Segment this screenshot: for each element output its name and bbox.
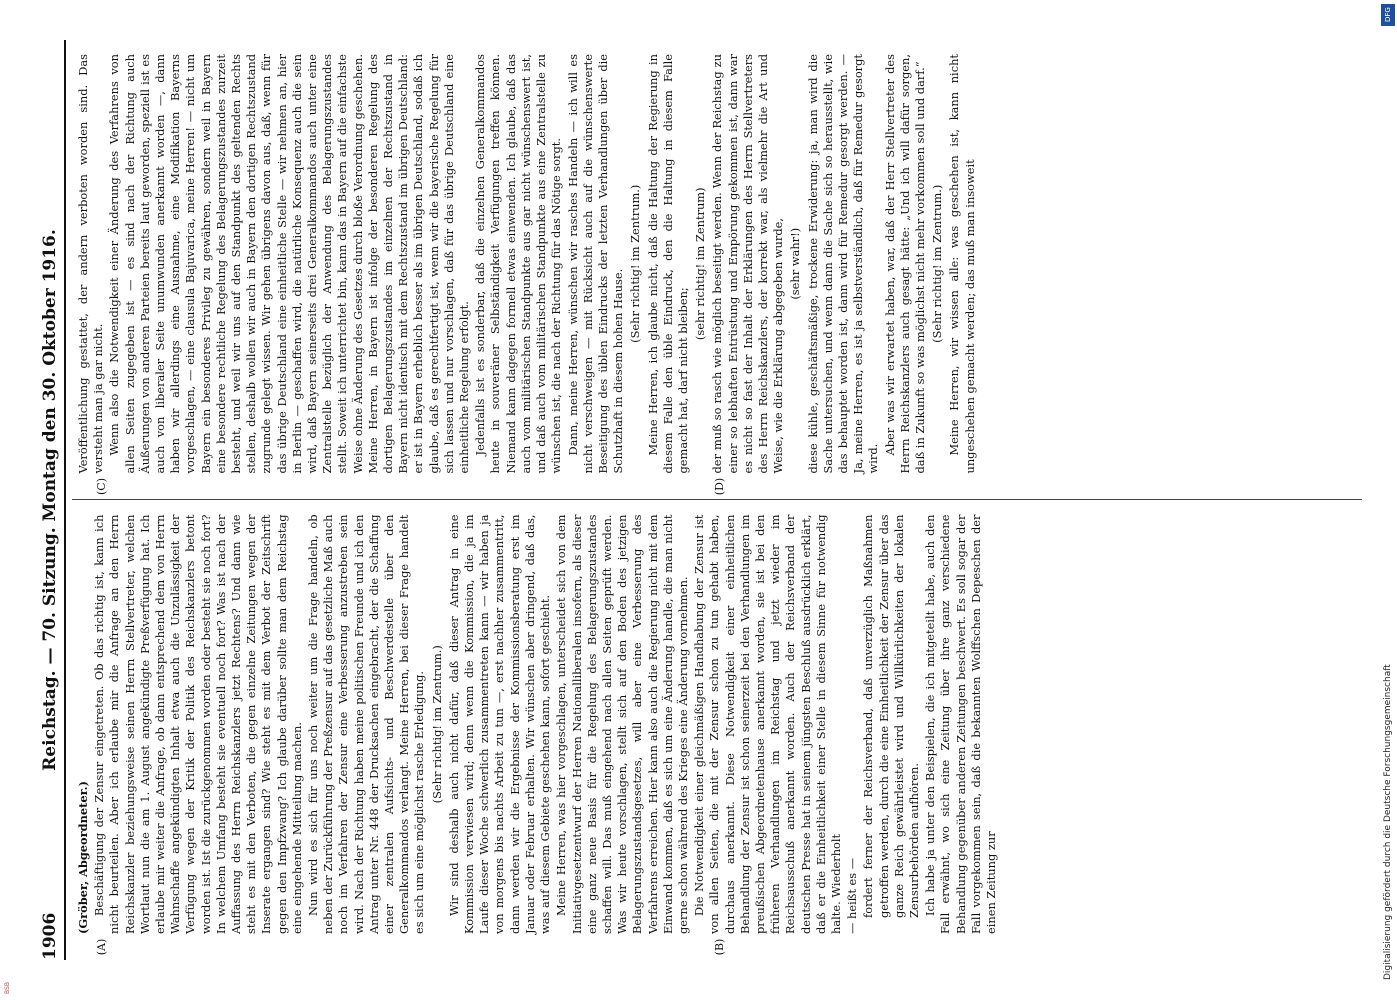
- column-left: [72, 501, 1362, 961]
- paragraph: Die Notwendigkeit einer gleichmäßigen Handhabung der Zensur ist von allen Seiten, die mit der Zensur schon zu tun gehabt haben, durchaus anerkannt. Diese Notwendigkeit einer einheitlichen Behandlung der Zensur ist schon seinerzeit bei den Verhandlungen im preußischen Abgeordnetenhause anerkannt worden, sie ist bei den früheren Verhandlungen im Reichstag und jetzt wieder im Reichsausschuß anerkannt worden. Auch der Reichsverband der deutschen Presse hat in seinem jüngsten Beschluß ausdrücklich erklärt, daß er die Einheitlichkeit einer Stelle in diesem Sinne für notwendig halte. Wiederholt: [692, 514, 843, 934]
- margin-marker-a: (A): [95, 938, 108, 956]
- speaker-label: (Gröber, Abgeordneter.): [76, 781, 90, 934]
- running-header: [30, 40, 66, 960]
- interjection: (Sehr richtig! im Zentrum.): [429, 645, 444, 804]
- column-right: [72, 40, 1362, 501]
- paragraph: Ich habe ja unter den Beispielen, die ich mitgeteilt habe, auch den Fall erwähnt, wo sich eine Zeitung über ihre ganz verschiedene Behandlung gegenüber anderen Zeitungen beschwert. Es soll sogar der Fall vorgekommen sein, daß die bekannten Wolffschen Depeschen der einen Zeitung zur: [923, 514, 998, 934]
- margin-marker-c: (C): [95, 478, 108, 495]
- paragraph: Meine Herren, wir wissen alle: was geschehen ist, kann nicht ungeschehen gemacht werden; das muß man insoweit: [947, 54, 977, 474]
- quote-intro: — heißt es —: [845, 857, 860, 934]
- paragraph: Dann, meine Herren, wünschen wir rasches Handeln — ich will es nicht verschweigen — mit Rücksicht auch auf die wünschenswerte Beseitigung des üblen Eindrucks der letzten Verhandlungen über die Schutzhaft in diesem hohen Hause.: [565, 54, 626, 474]
- margin-marker-d: (D): [713, 477, 726, 496]
- digitization-note: Digitalisierung gefördert durch die Deutsche Forschungsgemeinschaft: [1383, 664, 1393, 980]
- paragraph: Beschäftigung der Zensur eingetreten. Ob das richtig ist, kann ich nicht beurteilen. Aber ich erlaube mir die Anfrage an den Herrn Reichskanzler beziehungsweise seinen Herrn Stellvertreter, welchen Wortlaut nun die am 1. August angekündigte Preßverfügung hat. Ich erlaube mir weiter die Anfrage, ob dann entsprechend dem von Herrn Wahnschaffe angekündigten Inhalt etwa auch die Unzulässigkeit der Verfügung wegen der Kritik der Politik des Reichskanzlers betont worden ist. Ist die zurückgenommen worden oder besteht sie noch fort? In welchem Umfang besteht sie eventuell noch fort? Was ist nach der Auffassung des Herrn Reichskanzlers jetzt Rechtens? Und dann wie steht es mit den Verboten, die gegen einzelne Zeitungen wegen der Inserate ergangen sind? Wie steht es mit dem Verbot der Zeitschrift gegen den Impfzwang? Ich glaube darüber sollte man dem Reichstag eine eingehende Mitteilung machen.: [92, 514, 304, 934]
- paragraph: der muß so rasch wie möglich beseitigt werden. Wenn der Reichstag zu einer so lebhaften Entrüstung und Empörung gekommen ist, dann war es nicht so fast der Inhalt der Erklärungen des Herrn Stellvertreters des Herrn Reichskanzlers, der korrekt war, als vielmehr die Art und Weise, wie die Erklärung abgegeben wurde,: [710, 54, 786, 474]
- interjection: (Sehr richtig! im Zentrum.): [930, 184, 945, 343]
- quote: fordert ferner der Reichsverband, daß unverzüglich Maßnahmen getroffen werden, durch die eine Einheitlichkeit der Zensur über das ganze Reich gewährleistet wird und Willkürlichkeiten der lokalen Zensurbehörden aufhören.: [861, 514, 921, 918]
- dfg-logo: DFG: [1381, 4, 1395, 26]
- paragraph: Jedenfalls ist es sonderbar, daß die einzelnen Generalkommandos heute in souveräner Selbständigkeit Verfügungen treffen können. Niemand kann dagegen formell etwas einwenden. Ich glaube, daß das auch vom militärischen Standpunkte aus gar nicht wünschenswert ist, und daß auch vom militärischen Standpunkte aus eine Zentralstelle zu wünschen ist, die nach der Richtung für das Nötige sorgt.: [473, 54, 564, 474]
- paragraph: Wir sind deshalb auch nicht dafür, daß dieser Antrag in eine Kommission verwiesen wird; denn wenn die Kommission, die ja im Laufe dieser Woche schwerlich zusammentreten kann — wir haben ja von morgens bis nachts Arbeit zu tun —, erst nachher zusammentritt, dann werden wir die Ergebnisse der Kommissionsberatung erst im Januar oder Februar erhalten. Wir wünschen aber dringend, daß das, was auf diesem Gebiete geschehen kann, sofort geschieht.: [446, 514, 553, 934]
- paragraph: diese kühle, geschäftsmäßige, trockene Erwiderung: ja, man wird die Sache untersuchen, und wenn dann die Sache sich so herausstellt, wie das behauptet worden ist, dann wird für Remedur gesorgt werden. — Ja, meine Herren, es ist ja selbstverständlich, daß für Remedur gesorgt wird.: [805, 54, 881, 474]
- header-title: Reichstag. — 70. Sitzung. Montag den 30. Oktober 1916.: [40, 229, 60, 771]
- interjection: (Sehr richtig! im Zentrum.): [628, 184, 643, 343]
- paragraph: Meine Herren, was hier vorgeschlagen, unterscheidet sich von dem Initiativgesetzentwurf der Herren Nationalliberalen insofern, als dieser eine ganz neue Basis für die Regelung des Belagerungszustandes schaffen will. Das muß eingehend nach allen Seiten geprüft werden. Was wir heute vorschlagen, stellt sich auf den Boden des jetzigen Belagerungszustandsgesetzes, will aber eine Verbesserung des Verfahrens erreichen. Hier kann also auch die Regierung nicht mit dem Einwand kommen, daß es sich um eine Änderung handle, die man nicht gerne schon während des Krieges eine Änderung vornehmen.: [554, 514, 690, 934]
- paragraph: Meine Herren, ich glaube nicht, daß die Haltung der Regierung in diesem Falle den üble Eindruck, den die Haltung in diesem Falle gemacht hat, darf nicht bleiben;: [645, 54, 690, 474]
- interjection: (sehr richtig! im Zentrum): [693, 187, 708, 341]
- library-stamp: BSB: [4, 982, 11, 994]
- margin-marker-b: (B): [713, 938, 726, 956]
- text-columns: [72, 40, 1362, 960]
- page-number: 1906: [40, 912, 60, 960]
- interjection: (sehr wahr!): [788, 227, 803, 300]
- paragraph: Nun wird es sich für uns noch weiter um die Frage handeln, ob neben der Zurückführung der Preßzensur auf das gesetzliche Maß auch noch im Verfahren der Zensur eine Verbesserung anzustreben sein wird. Nach der Richtung haben meine politischen Freunde und ich den Antrag unter Nr. 448 der Drucksachen eingebracht, der die Schaffung einer zentralen Aufsichts- und Beschwerdestelle über den Generalkommandos verlangt. Meine Herren, bei dieser Frage handelt es sich um eine möglichst rasche Erledigung.: [306, 514, 427, 934]
- paragraph: Aber was wir erwartet haben, war, daß der Herr Stellvertreter des Herrn Reichskanzlers auch gesagt hätte: „Und ich will dafür sorgen, daß in Zukunft so was möglichst nicht mehr vorkommen soll und darf.“: [882, 54, 927, 474]
- paragraph: Wenn also die Notwendigkeit einer Änderung des Verfahrens von allen Seiten zugegeben ist — es sind nach der Richtung auch Äußerungen von anderen Parteien bereits laut geworden, speziell ist es auch von liberaler Seite unumwunden anerkannt worden —, dann haben wir allerdings eine Ausnahme, eine Modifikation Bayerns vorgeschlagen, — eine clausula Bajuvarica, meine Herren! — nicht um Bayern ein besonderes Privileg zu gewähren, sondern weil in Bayern eine besondere rechtliche Regelung des Belagerungszustandes zurzeit besteht, und weil wir uns auf den Standpunkt des geltenden Rechts stellen, deshalb wollen wir auch in Bayern den dortigen Rechtszustand zugrunde gelegt wissen. Wir gehen übrigens davon aus, daß, wenn für das übrige Deutschland eine einheitliche Stelle — wir nehmen an, hier in Berlin — geschaffen wird, die natürliche Konsequenz auch die sein wird, daß Bayern seinerseits drei Generalkommandos auch unter eine Zentralstelle bezüglich der Anwendung des Belagerungszustandes stellt. Soweit ich unterrichtet bin, kann das in Bayern auf die einfachste Weise ohne Änderung des Gesetzes durch bloße Verordnung geschehen. Meine Herren, in Bayern ist infolge der besonderen Regelung des dortigen Belagerungszustandes im einzelnen der Rechtszustand in Bayern nicht identisch mit dem Rechtszustand im übrigen Deutschland: er ist in Bayern erheblich besser als im übrigen Deutschland, sodaß ich glaube, daß es gerechtfertigt ist, wenn wir die bayerische Regelung für sich lassen und nur vorschlagen, daß für das übrige Deutschland eine einheitliche Regelung erfolgt.: [107, 54, 472, 474]
- paragraph: Veröffentlichung gestattet, der andern verboten worden sind. Das versteht man ja gar nicht.: [76, 54, 106, 474]
